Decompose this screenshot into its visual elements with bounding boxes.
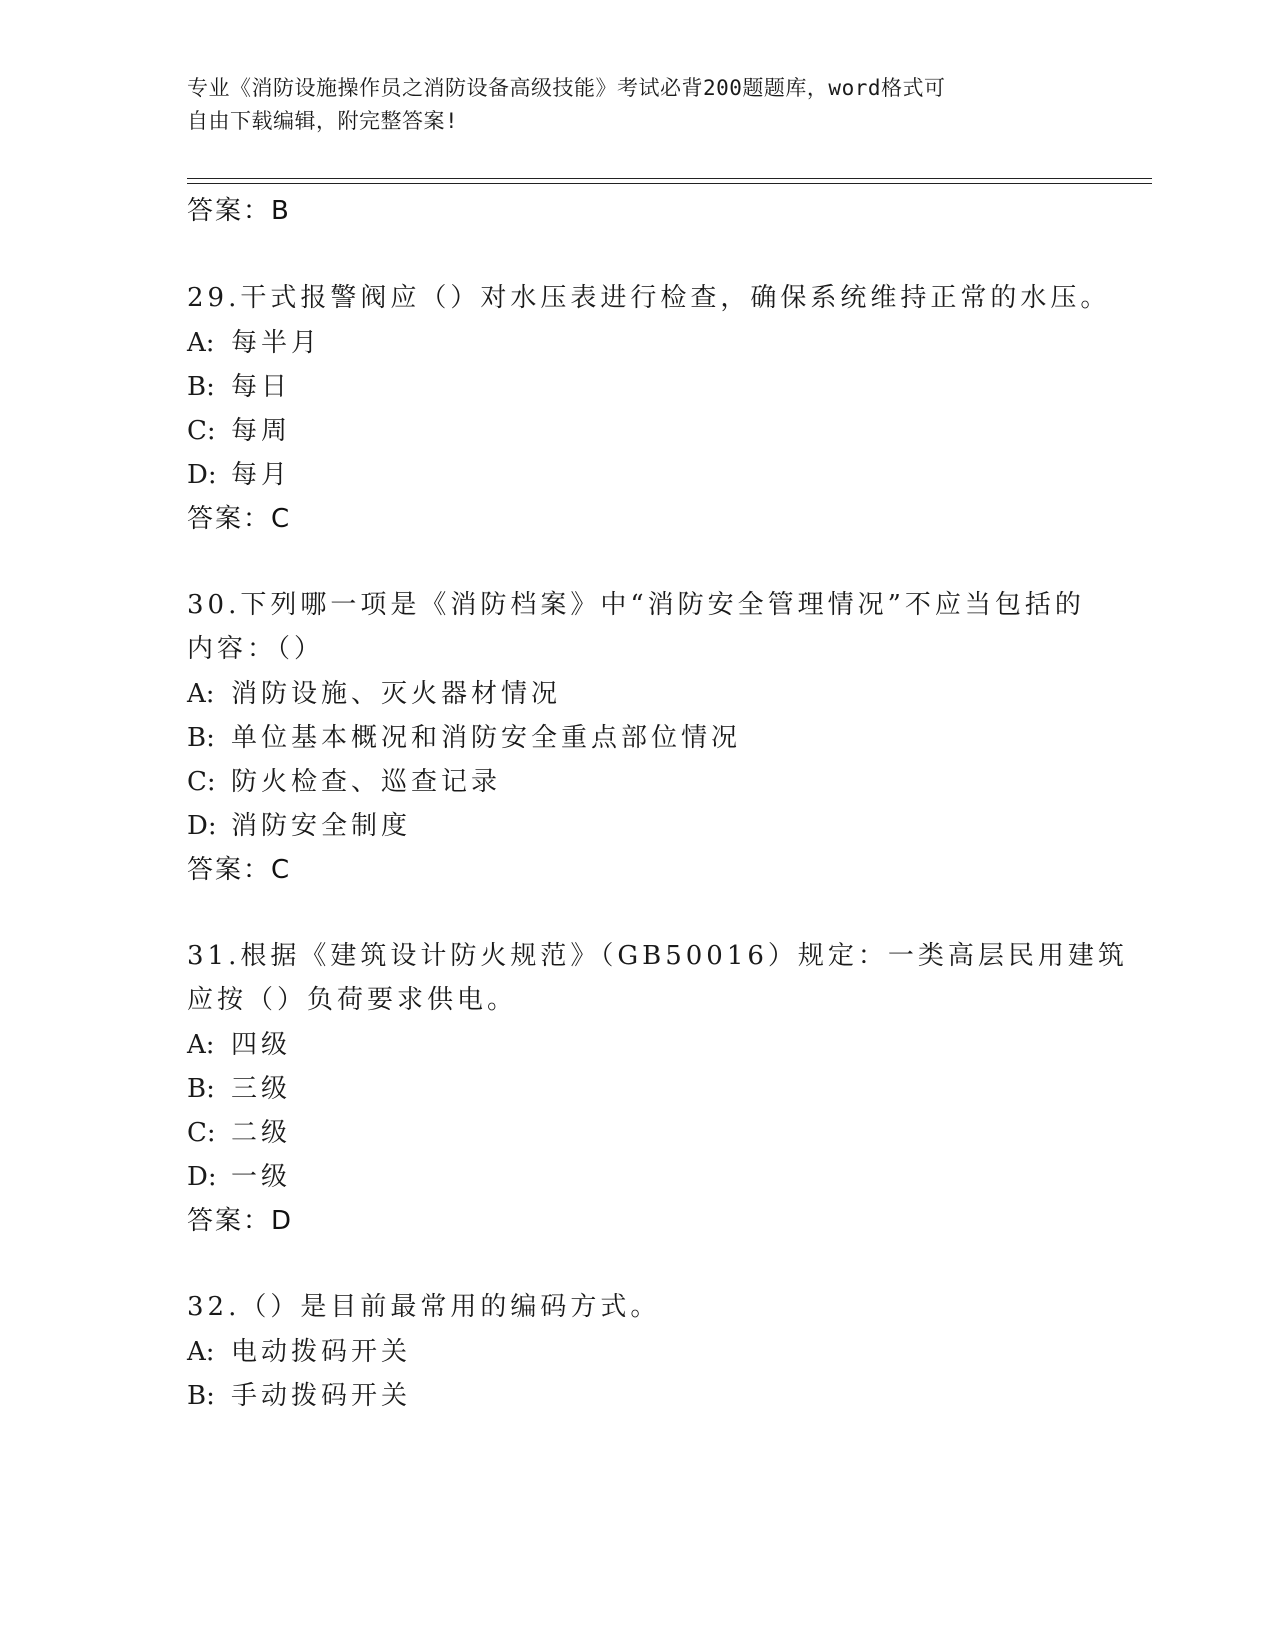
option-letter: A: [187, 1030, 215, 1060]
option-text: 四级 [231, 1030, 292, 1060]
header-divider-bottom [187, 183, 1152, 184]
question-31-option-b [187, 1068, 291, 1105]
question-31-option-a [187, 1024, 291, 1061]
option-letter: C: [187, 767, 216, 797]
option-text: 每半月 [231, 328, 322, 358]
question-30-answer: 答案：C [187, 855, 292, 885]
option-text: 三级 [231, 1074, 292, 1104]
question-30-option-d [187, 805, 411, 842]
question-29-option-b [187, 366, 291, 403]
question-30-stem-line-2: 内容：（） [187, 634, 325, 664]
question-31-stem-line-2: 应按（）负荷要求供电。 [187, 985, 518, 1015]
header-line-1: 专业《消防设施操作员之消防设备高级技能》考试必背200题题库，word格式可 [187, 76, 946, 100]
question-32-stem: 32.（）是目前最常用的编码方式。 [187, 1292, 661, 1322]
option-letter: B: [187, 1381, 215, 1411]
document-header [187, 72, 1077, 138]
option-letter: D: [187, 460, 217, 490]
option-letter: B: [187, 723, 215, 753]
option-letter: A: [187, 1337, 215, 1367]
question-31-option-c [187, 1112, 291, 1149]
question-31-option-d [187, 1156, 291, 1193]
question-29-option-c [187, 410, 291, 447]
option-text: 消防安全制度 [231, 811, 412, 841]
option-text: 每日 [231, 372, 292, 402]
question-29-stem: 29.干式报警阀应（）对水压表进行检查，确保系统维持正常的水压。 [187, 283, 1111, 313]
option-letter: A: [187, 328, 215, 358]
question-32-option-a [187, 1331, 411, 1368]
previous-answer: 答案：B [187, 196, 291, 226]
question-30-option-b [187, 717, 741, 754]
question-29-option-a [187, 322, 321, 359]
option-text: 每周 [231, 416, 292, 446]
option-text: 手动拨码开关 [231, 1381, 412, 1411]
option-text: 一级 [231, 1162, 292, 1192]
option-letter: B: [187, 372, 215, 402]
question-30-stem-line-1: 30.下列哪一项是《消防档案》中“消防安全管理情况”不应当包括的 [187, 590, 1085, 620]
question-32-option-b [187, 1375, 411, 1412]
question-31-stem-line-1: 31.根据《建筑设计防火规范》（GB50016）规定：一类高层民用建筑 [187, 941, 1128, 971]
option-text: 二级 [231, 1118, 292, 1148]
option-text: 防火检查、巡查记录 [231, 767, 502, 797]
option-letter: C: [187, 416, 216, 446]
option-text: 消防设施、灭火器材情况 [231, 679, 562, 709]
question-30-option-a [187, 673, 561, 710]
option-letter: A: [187, 679, 215, 709]
header-divider-top [187, 178, 1152, 179]
question-31-answer: 答案：D [187, 1206, 294, 1236]
option-text: 电动拨码开关 [231, 1337, 412, 1367]
option-text: 单位基本概况和消防安全重点部位情况 [231, 723, 742, 753]
header-line-2: 自由下载编辑，附完整答案! [187, 109, 459, 133]
question-30-option-c [187, 761, 501, 798]
option-letter: D: [187, 1162, 217, 1192]
option-text: 每月 [231, 460, 292, 490]
option-letter: D: [187, 811, 217, 841]
option-letter: B: [187, 1074, 215, 1104]
question-29-option-d [187, 454, 291, 491]
option-letter: C: [187, 1118, 216, 1148]
question-29-answer: 答案：C [187, 504, 292, 534]
